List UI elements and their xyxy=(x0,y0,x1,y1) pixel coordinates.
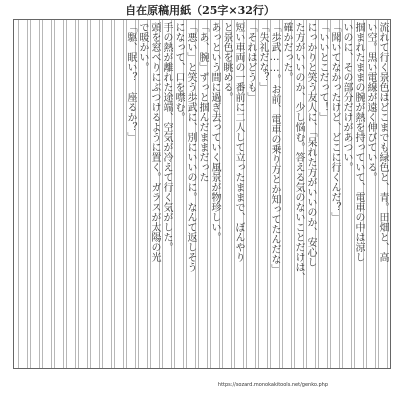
manuscript-column: 掴まれたままの腕が熱を持っていて、電車の中は涼し xyxy=(354,20,364,368)
manuscript-column xyxy=(114,20,124,368)
manuscript-column: 「悪い」と笑う歩武に、別にいいのに。なんて返しそう xyxy=(186,20,196,368)
manuscript-column: 「駆、眠い？ 座るか？」 xyxy=(126,20,136,368)
manuscript-column xyxy=(18,20,28,368)
manuscript-column xyxy=(42,20,52,368)
manuscript-column: 「聞いてなかったけど、どこに行くんだ？」 xyxy=(330,20,340,368)
manuscript-column: 「失礼だな？」 xyxy=(258,20,268,368)
manuscript-column: で暖かい。 xyxy=(138,20,148,368)
manuscript-column: 「それはどうも」 xyxy=(246,20,256,368)
manuscript-column xyxy=(78,20,88,368)
page-title: 自在原稿用紙（25字×32行） xyxy=(125,4,275,17)
manuscript-column: い空。黒い電線が遠く伸びている。 xyxy=(366,20,376,368)
manuscript-sheet xyxy=(13,19,391,369)
manuscript-column: いのに、その部分だけがあつい。 xyxy=(342,20,352,368)
manuscript-column: 確かだった。 xyxy=(282,20,292,368)
manuscript-column xyxy=(102,20,112,368)
manuscript-column: と景色を眺める。 xyxy=(222,20,232,368)
manuscript-column: になって、口を噤む。 xyxy=(174,20,184,368)
manuscript-column: た方がいいのか、少し悩む。答える気のないことだけは、 xyxy=(294,20,304,368)
manuscript-column: にっかりと笑う友人に、「呆れた方がいいのか、安心し xyxy=(306,20,316,368)
manuscript-column xyxy=(90,20,100,368)
manuscript-column: 手の熱が離れた途端、空気が冷えて行く気がした。 xyxy=(162,20,172,368)
manuscript-column: 流れて行く景色はどこまでも緑色と、青。田畑と、高 xyxy=(378,20,388,368)
manuscript-column xyxy=(30,20,40,368)
manuscript-column: 「あ、腕」ずっと掴んだままだった xyxy=(198,20,208,368)
manuscript-column: 「歩武……。お前、電車の乗り方とか知ってたんだな」 xyxy=(270,20,280,368)
manuscript-column: 頭を窓べりにぶつけるように置く。ガラスが太陽の光 xyxy=(150,20,160,368)
manuscript-column: あっという間に過ぎ去っていく風景が物珍しい。 xyxy=(210,20,220,368)
manuscript-column xyxy=(54,20,64,368)
source-url: https://sozard.monokakitools.net/genko.php xyxy=(217,382,328,388)
manuscript-column: 「いいとこだって！」 xyxy=(318,20,328,368)
manuscript-column: 短い車両の一番前に二人して立ったままで、ぼんやり xyxy=(234,20,244,368)
manuscript-column xyxy=(66,20,76,368)
